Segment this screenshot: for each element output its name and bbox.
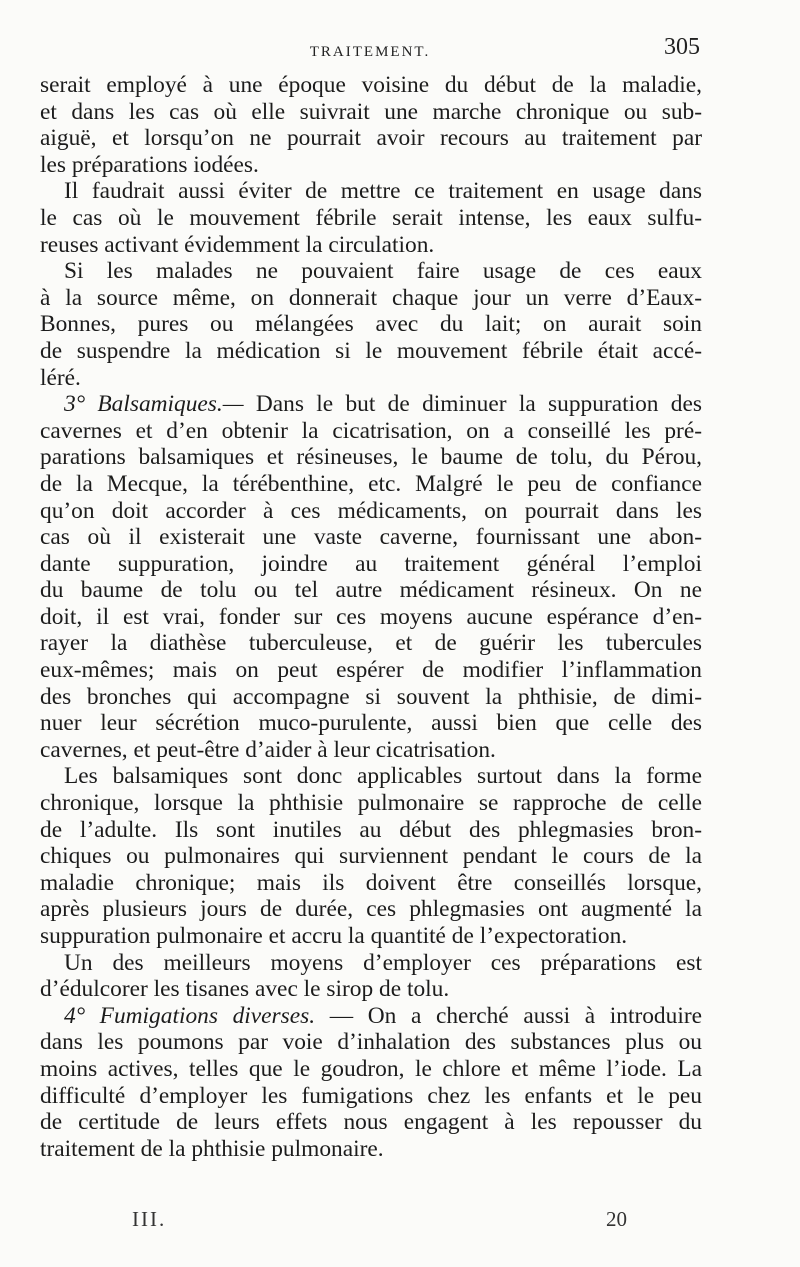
text-line: Si les malades ne pouvaient faire usage de ces eaux xyxy=(64,258,702,285)
folio-number: 20 xyxy=(606,1207,627,1231)
text-line: les préparations iodées. xyxy=(40,151,259,178)
text-line-with-heading xyxy=(40,1003,702,1030)
text-line: de la Mecque, la térébenthine, etc. Malgré le peu de confiance xyxy=(40,470,702,497)
body-text xyxy=(40,72,702,1162)
text-line: chiques ou pulmonaires qui surviennent pendant le cours de la xyxy=(40,843,702,870)
text-line: maladie chronique; mais ils doivent être conseillés lorsque, xyxy=(40,869,702,896)
section-heading-balsamiques: 3° Balsamiques.— xyxy=(64,391,244,418)
text-line: qu’on doit accorder à ces médicaments, on pourrait dans les xyxy=(40,497,702,524)
text-line: de l’adulte. Ils sont inutiles au début des phlegmasies bron- xyxy=(40,816,702,843)
signature-mark: III. xyxy=(132,1207,167,1231)
page-number: 305 xyxy=(664,34,700,60)
text-line: le cas où le mouvement fébrile serait intense, les eaux sulfu- xyxy=(40,204,702,231)
text-line: dans les poumons par voie d’inhalation des substances plus ou xyxy=(40,1029,702,1056)
page-footer xyxy=(40,1207,702,1235)
text-line: des bronches qui accompagne si souvent la phthisie, de dimi- xyxy=(40,683,702,710)
text-line: doit, il est vrai, fonder sur ces moyens aucune espérance d’en- xyxy=(40,603,702,630)
text-line: aiguë, et lorsqu’on ne pourrait avoir recours au traitement par xyxy=(40,125,702,152)
text-line: serait employé à une époque voisine du début de la maladie, xyxy=(40,72,702,98)
text-line: Les balsamiques sont donc applicables surtout dans la forme xyxy=(64,763,702,790)
text-line: moins actives, telles que le goudron, le chlore et même l’iode. La xyxy=(40,1055,702,1082)
section-heading-fumigations: 4° Fumigations diverses. xyxy=(64,1002,316,1029)
text-line: dante suppuration, joindre au traitement général l’emploi xyxy=(40,550,702,577)
text-line: chronique, lorsque la phthisie pulmonaire se rapproche de celle xyxy=(40,790,702,817)
text-line: d’édulcorer les tisanes avec le sirop de tolu. xyxy=(40,976,450,1003)
text-line: difficulté d’employer les fumigations chez les enfants et le peu xyxy=(40,1082,702,1109)
text-line: et dans les cas où elle suivrait une marche chronique ou sub- xyxy=(40,98,702,125)
text-line: eux-mêmes; mais on peut espérer de modifier l’inflammation xyxy=(40,657,702,684)
text-line: après plusieurs jours de durée, ces phlegmasies ont augmenté la xyxy=(40,896,702,923)
running-header xyxy=(40,34,700,64)
text-line: Il faudrait aussi éviter de mettre ce traitement en usage dans xyxy=(64,178,702,205)
text-line: rayer la diathèse tuberculeuse, et de guérir les tubercules xyxy=(40,630,702,657)
text-line-with-heading xyxy=(40,391,702,418)
text-line: suppuration pulmonaire et accru la quantité de l’expectoration. xyxy=(40,923,628,949)
text-line: cavernes, et peut-être d’aider à leur cicatrisation. xyxy=(40,736,496,763)
text-line: léré. xyxy=(40,364,81,391)
text-line: cas où il existerait une vaste caverne, fournissant une abon- xyxy=(40,524,702,551)
text-fragment: Dans le but de diminuer la suppuration des xyxy=(255,391,702,418)
text-line: Un des meilleurs moyens d’employer ces préparations est xyxy=(64,949,702,976)
text-line: traitement de la phthisie pulmonaire. xyxy=(40,1135,384,1162)
text-line: de certitude de leurs effets nous engagent à les repousser du xyxy=(40,1109,702,1136)
text-line: cavernes et d’en obtenir la cicatrisation, on a conseillé les pré- xyxy=(40,417,702,444)
text-line: de suspendre la médication si le mouvement fébrile était accé- xyxy=(40,337,702,364)
text-line: nuer leur sécrétion muco-purulente, aussi bien que celle des xyxy=(40,710,702,737)
text-line: Bonnes, pures ou mélangées avec du lait; on aurait soin xyxy=(40,311,702,338)
text-line: à la source même, on donnerait chaque jour un verre d’Eaux- xyxy=(40,284,702,311)
text-line: reuses activant évidemment la circulation. xyxy=(40,231,435,258)
text-line: du baume de tolu ou tel autre médicament résineux. On ne xyxy=(40,577,702,604)
text-line: parations balsamiques et résineuses, le baume de tolu, du Pérou, xyxy=(40,444,702,471)
running-title: TRAITEMENT. xyxy=(309,44,431,60)
text-fragment: — On a cherché aussi à introduire xyxy=(329,1002,702,1029)
